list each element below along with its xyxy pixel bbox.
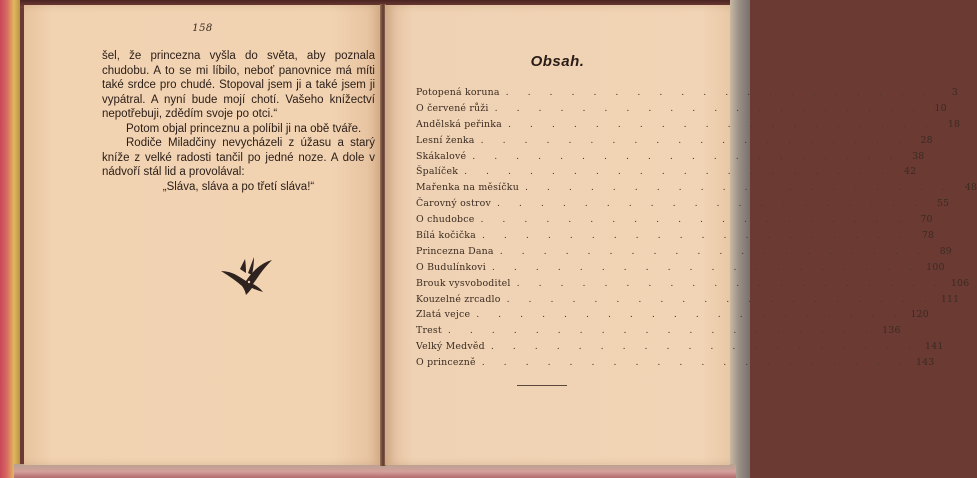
toc-leader-dots: . . . . . . . . . . . . . . . . . . . . [506,293,935,305]
toc-entry-title: Trest [416,325,442,337]
toc-entry [416,166,917,182]
toc-entry-page: 3 [951,87,958,98]
toc-leader-dots: . . . . . . . . . . . . . . . . . . . . [472,150,901,162]
divider [517,385,567,386]
toc-leader-dots: . . . . . . . . . . . . . . . . . . . . [496,198,926,210]
toc-entry-title: Čarovný ostrov [416,198,491,210]
toc-entry [416,102,947,119]
toc-leader-dots: . . . . . . . . . . . . . . . . . . . . [507,118,937,130]
toc-entry-page: 78 [921,230,935,242]
toc-entry [416,309,929,325]
toc-entry-page: 111 [940,293,960,305]
toc-leader-dots: . . . . . . . . . . . . . . . . . . . . [481,230,911,242]
closing-line: „Sláva, sláva a po třetí sláva!“ [162,180,315,193]
toc-entry [416,230,935,246]
toc-leader-dots: . . . . . . . . . . . . . . . . . . . . [464,166,893,178]
toc-entry-title: O Budulínkovi [416,261,486,273]
toc-entry-page: 106 [950,277,970,289]
toc-entry-page: 141 [925,341,944,353]
toc-entry [416,357,935,373]
page-number: 158 [192,23,213,34]
toc-entry-page: 120 [910,309,929,321]
toc-entry [416,261,945,278]
toc-entry-title: Princezna Dana [416,245,494,257]
toc-leader-dots: . . . . . . . . . . . . . . . . . . . . [524,182,954,194]
toc-entry [416,214,933,230]
toc-leader-dots: . . . . . . . . . . . . . . . . . . . . [447,325,877,337]
toc-entry-page: 70 [920,214,933,226]
toc-entry-title: Lesní ženka [416,134,475,146]
book-spine-edge [0,0,20,478]
toc-entry-title: O červené růži [416,102,489,114]
toc-leader-dots: . . . . . . . . . . . . . . . . . . . . [494,102,923,114]
toc-leader-dots: . . . . . . . . . . . . . . . . . . . . [480,134,909,146]
toc-leader-dots: . . . . . . . . . . . . . . . . . . . . [505,87,934,98]
toc-entry-page: 48 [964,182,977,194]
paragraph: šel, že princezna vyšla do světa, aby poznala chudobu. A to se mi líbilo, neboť panovnice má míti také srdce pro chudé. Stopoval jsem ji a také jsem ji vypátral. A nyní bude mojí chotí. Vašeho knížectví nepotřebuji, zdědím svoje po otci.“ [102,50,375,120]
toc-entry-title: Kouzelné zrcadlo [416,293,501,305]
table-of-contents [416,87,977,373]
toc-entry [416,118,961,135]
toc-entry-title: Skákalové [416,150,467,162]
toc-entry-title: Špalíček [416,166,459,178]
toc-entry [416,87,958,103]
toc-entry [416,293,960,310]
toc-entry-title: O chudobce [416,214,475,226]
toc-entry [416,277,970,294]
toc-leader-dots: . . . . . . . . . . . . . . . . . . . . [490,341,920,353]
left-page [24,5,381,465]
toc-entry-page: 38 [912,150,925,162]
toc-entry-page: 10 [934,102,947,114]
paragraph: Rodiče Miladčiny nevycházeli z úžasu a starý kníže z velké radosti tančil po jedné noze. A dole v nádvoří stál lid a provolával: [102,137,375,178]
toc-entry-title: Brouk vysvoboditel [416,277,511,289]
toc-entry-page: 28 [920,134,933,146]
toc-title: Obsah. [530,53,585,70]
toc-entry-title: O princezně [416,357,476,369]
paragraph: Potom objal princeznu a políbil ji na obě tváře. [126,122,362,135]
toc-entry [416,134,933,151]
story-text [102,49,375,194]
toc-leader-dots: . . . . . . . . . . . . . . . . . . . . [491,261,921,273]
swallow-icon [216,251,278,299]
toc-entry [416,341,944,357]
toc-entry-page: 143 [915,357,935,369]
toc-entry-page: 136 [882,325,901,337]
book-bottom-edge [14,464,736,478]
toc-entry [416,182,977,198]
toc-entry-page: 42 [903,166,917,178]
toc-leader-dots: . . . . . . . . . . . . . . . . . . . . [481,357,910,369]
toc-entry [416,198,950,214]
toc-entry-title: Mařenka na měsíčku [416,182,519,194]
toc-entry-title: Andělská peřinka [416,118,502,130]
toc-entry-page: 89 [939,245,952,257]
toc-entry-title: Zlatá vejce [416,309,471,321]
toc-entry-title: Velký Medvěd [416,341,485,353]
toc-entry-title: Bílá kočička [416,230,476,242]
toc-entry [416,245,952,262]
toc-leader-dots: . . . . . . . . . . . . . . . . . . . . [499,245,928,257]
toc-entry-page: 18 [947,118,961,130]
right-page [385,5,977,465]
toc-entry-page: 55 [936,198,950,210]
toc-entry [416,150,925,167]
toc-leader-dots: . . . . . . . . . . . . . . . . . . . . [516,277,945,289]
toc-leader-dots: . . . . . . . . . . . . . . . . . . . . [480,214,909,226]
toc-entry-title: Potopená koruna [416,87,500,98]
toc-leader-dots: . . . . . . . . . . . . . . . . . . . . [476,309,905,321]
toc-entry-page: 100 [926,261,945,273]
toc-entry [416,325,901,341]
